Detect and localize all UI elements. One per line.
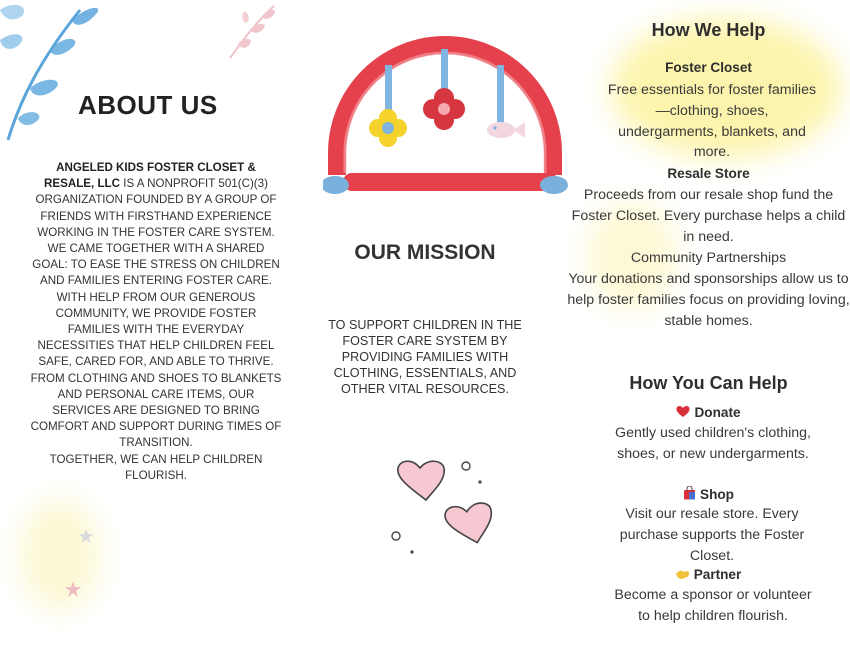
resale-store-text: Proceeds from our resale shop fund the Foster Closet. Every purchase helps a child in need. <box>571 187 846 245</box>
about-panel <box>0 0 283 652</box>
partner-heading <box>567 567 850 582</box>
mission-title: OUR MISSION <box>354 241 496 264</box>
baby-play-gym-illustration <box>323 35 568 197</box>
community-partnerships-text: Your donations and sponsorships allow us to help foster families focus on providing loving, stable homes. <box>567 271 850 329</box>
partner-text: Become a sponsor or volunteer to help children flourish. <box>614 587 812 624</box>
how-you-can-help-title: How You Can Help <box>629 373 788 393</box>
shop-heading <box>567 486 850 502</box>
heart-icon <box>676 405 690 418</box>
about-services: WITH HELP FROM OUR GENEROUS COMMUNITY, WE PROVIDE FOSTER FAMILIES WITH THE EVERYDAY NECESSITIES THAT HELP CHILDREN FEEL SAFE, CARED FOR, AND ABLE TO THRIVE. FROM CLOTHING AND SHOES TO BLANKETS AND PERSONAL CARE ITEMS, OUR SERVICES ARE DESIGNED TO BRING COMFORT AND SUPPORT DURING TIMES OF TRANSITION. <box>30 290 282 450</box>
mission-text: TO SUPPORT CHILDREN IN THE FOSTER CARE SYSTEM BY PROVIDING FAMILIES WITH CLOTHING, ESSENTIALS, AND OTHER VITAL RESOURCES. <box>328 318 522 396</box>
donate-heading <box>567 405 850 420</box>
shop-label: Shop <box>700 487 734 502</box>
grey-star-decoration <box>78 528 94 544</box>
partner-label: Partner <box>693 567 742 582</box>
red-flower-toy <box>423 88 465 130</box>
pink-sprig-decoration <box>222 2 280 62</box>
mission-panel <box>283 0 567 652</box>
donate-label: Donate <box>694 405 741 420</box>
yellow-wash-decoration <box>20 500 100 610</box>
how-we-help-title: How We Help <box>651 20 766 40</box>
help-panel <box>567 0 850 652</box>
blue-leaf-decoration <box>0 0 110 145</box>
about-title: ABOUT US <box>78 90 218 120</box>
donate-text: Gently used children's clothing, shoes, or new undergarments. <box>615 425 811 462</box>
org-name: ANGELED KIDS FOSTER CLOSET & RESALE, LLC <box>44 161 256 191</box>
handshake-icon <box>676 569 690 580</box>
foster-closet-text: Free essentials for foster families—clothing, shoes, undergarments, blankets, and more. <box>607 82 817 161</box>
about-intro <box>30 160 282 241</box>
yellow-flower-toy <box>369 109 407 147</box>
about-closing: TOGETHER, WE CAN HELP CHILDREN FLOURISH. <box>49 452 263 482</box>
about-intro-text: IS A NONPROFIT 501(C)(3) ORGANIZATION FOUNDED BY A GROUP OF FRIENDS WITH FIRSTHAND EXPERIENCE WORKING IN THE FOSTER CARE SYSTEM. <box>35 177 277 239</box>
about-goal: WE CAME TOGETHER WITH A SHARED GOAL: TO EASE THE STRESS ON CHILDREN AND FAMILIES ENTERING FOSTER CARE. <box>32 242 280 288</box>
hearts-illustration <box>388 448 498 558</box>
about-body <box>30 160 282 484</box>
community-partnerships-heading: Community Partnerships <box>630 250 787 266</box>
pink-star-decoration <box>64 580 82 598</box>
shopping-bag-icon <box>683 486 696 500</box>
resale-store-heading: Resale Store <box>667 166 750 181</box>
shop-text: Visit our resale store. Every purchase supports the Foster Closet. <box>619 506 805 564</box>
foster-closet-heading: Foster Closet <box>665 60 752 75</box>
fish-toy <box>487 122 525 138</box>
